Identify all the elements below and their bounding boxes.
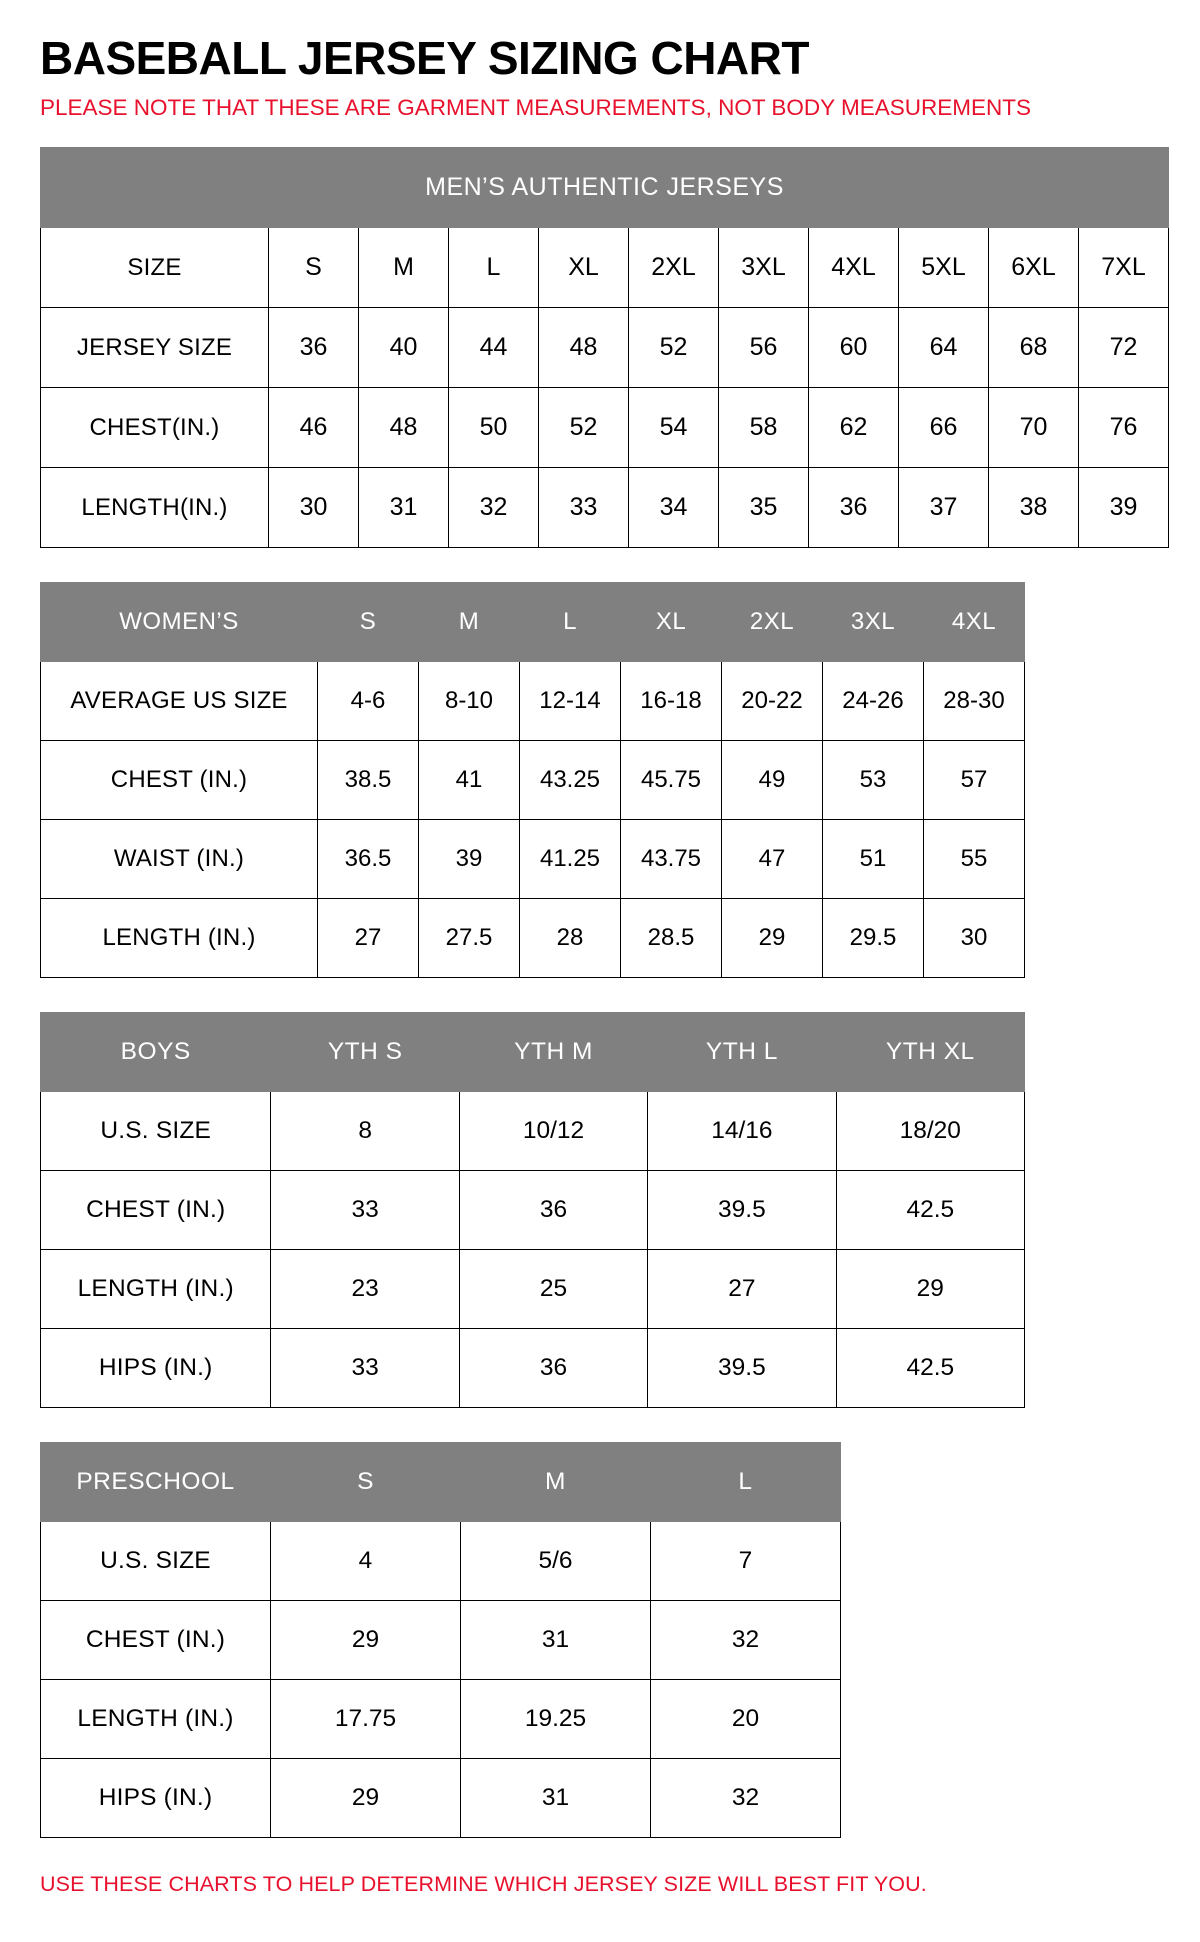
mens-size-5xl: 5XL xyxy=(899,228,989,308)
boys-hips-yth-m: 36 xyxy=(459,1329,647,1408)
mens-size-s: S xyxy=(269,228,359,308)
womens-chest-m: 41 xyxy=(419,741,520,820)
boys-row-label-hips: HIPS (IN.) xyxy=(41,1329,271,1408)
preschool-us-size-s: 4 xyxy=(271,1522,461,1601)
mens-size-label: SIZE xyxy=(41,228,269,308)
preschool-sizing-table xyxy=(40,1442,841,1838)
mens-header-row xyxy=(41,228,1169,308)
boys-size-yth-m: YTH M xyxy=(459,1013,647,1092)
boys-us-size-yth-l: 14/16 xyxy=(648,1092,836,1171)
boys-header-label: BOYS xyxy=(41,1013,271,1092)
preschool-header-label: PRESCHOOL xyxy=(41,1443,271,1522)
womens-waist-l: 41.25 xyxy=(520,820,621,899)
boys-size-yth-xl: YTH XL xyxy=(836,1013,1024,1092)
page-title: BASEBALL JERSEY SIZING CHART xyxy=(40,32,809,84)
mens-chest-m: 48 xyxy=(359,388,449,468)
mens-length-l: 32 xyxy=(449,468,539,548)
preschool-hips-l: 32 xyxy=(651,1759,841,1838)
womens-us-size-m: 8-10 xyxy=(419,662,520,741)
womens-length-3xl: 29.5 xyxy=(823,899,924,978)
boys-sizing-table xyxy=(40,1012,1025,1408)
mens-jersey-size-5xl: 64 xyxy=(899,308,989,388)
womens-chest-2xl: 49 xyxy=(722,741,823,820)
mens-chest-6xl: 70 xyxy=(989,388,1079,468)
boys-row-label-us-size: U.S. SIZE xyxy=(41,1092,271,1171)
mens-size-l: L xyxy=(449,228,539,308)
womens-waist-4xl: 55 xyxy=(924,820,1025,899)
womens-length-xl: 28.5 xyxy=(621,899,722,978)
boys-hips-yth-l: 39.5 xyxy=(648,1329,836,1408)
boys-chest-yth-xl: 42.5 xyxy=(836,1171,1024,1250)
womens-chest-4xl: 57 xyxy=(924,741,1025,820)
boys-size-yth-s: YTH S xyxy=(271,1013,459,1092)
table-row xyxy=(41,741,1025,820)
boys-row-label-length: LENGTH (IN.) xyxy=(41,1250,271,1329)
table-row xyxy=(41,468,1169,548)
mens-chest-s: 46 xyxy=(269,388,359,468)
mens-chest-2xl: 54 xyxy=(629,388,719,468)
womens-chest-xl: 45.75 xyxy=(621,741,722,820)
womens-chest-3xl: 53 xyxy=(823,741,924,820)
preschool-chest-l: 32 xyxy=(651,1601,841,1680)
mens-chest-3xl: 58 xyxy=(719,388,809,468)
table-row xyxy=(41,1250,1025,1329)
mens-row-label-length: LENGTH(IN.) xyxy=(41,468,269,548)
womens-us-size-l: 12-14 xyxy=(520,662,621,741)
mens-size-6xl: 6XL xyxy=(989,228,1079,308)
womens-us-size-xl: 16-18 xyxy=(621,662,722,741)
mens-size-4xl: 4XL xyxy=(809,228,899,308)
preschool-hips-s: 29 xyxy=(271,1759,461,1838)
mens-length-5xl: 37 xyxy=(899,468,989,548)
boys-us-size-yth-xl: 18/20 xyxy=(836,1092,1024,1171)
table-row xyxy=(41,820,1025,899)
table-row xyxy=(41,1329,1025,1408)
womens-waist-s: 36.5 xyxy=(318,820,419,899)
womens-row-label-waist: WAIST (IN.) xyxy=(41,820,318,899)
table-row xyxy=(41,1680,841,1759)
mens-chest-l: 50 xyxy=(449,388,539,468)
boys-hips-yth-xl: 42.5 xyxy=(836,1329,1024,1408)
womens-waist-xl: 43.75 xyxy=(621,820,722,899)
mens-jersey-size-2xl: 52 xyxy=(629,308,719,388)
mens-jersey-size-s: 36 xyxy=(269,308,359,388)
mens-chest-xl: 52 xyxy=(539,388,629,468)
preschool-us-size-l: 7 xyxy=(651,1522,841,1601)
womens-sizing-table xyxy=(40,582,1025,978)
womens-length-l: 28 xyxy=(520,899,621,978)
mens-jersey-size-m: 40 xyxy=(359,308,449,388)
womens-us-size-3xl: 24-26 xyxy=(823,662,924,741)
womens-header-label: WOMEN’S xyxy=(41,583,318,662)
preschool-row-label-us-size: U.S. SIZE xyxy=(41,1522,271,1601)
mens-size-2xl: 2XL xyxy=(629,228,719,308)
preschool-size-s: S xyxy=(271,1443,461,1522)
table-row xyxy=(41,1759,841,1838)
mens-row-label-jersey-size: JERSEY SIZE xyxy=(41,308,269,388)
table-row xyxy=(41,662,1025,741)
preschool-size-m: M xyxy=(461,1443,651,1522)
womens-us-size-s: 4-6 xyxy=(318,662,419,741)
table-row xyxy=(41,308,1169,388)
womens-waist-3xl: 51 xyxy=(823,820,924,899)
boys-row-label-chest: CHEST (IN.) xyxy=(41,1171,271,1250)
preschool-length-s: 17.75 xyxy=(271,1680,461,1759)
preschool-row-label-chest: CHEST (IN.) xyxy=(41,1601,271,1680)
mens-chest-7xl: 76 xyxy=(1079,388,1169,468)
womens-header-row xyxy=(41,583,1025,662)
womens-length-2xl: 29 xyxy=(722,899,823,978)
preschool-row-label-hips: HIPS (IN.) xyxy=(41,1759,271,1838)
boys-length-yth-s: 23 xyxy=(271,1250,459,1329)
preschool-hips-m: 31 xyxy=(461,1759,651,1838)
mens-banner-row xyxy=(41,148,1169,228)
womens-size-2xl: 2XL xyxy=(722,583,823,662)
mens-size-xl: XL xyxy=(539,228,629,308)
preschool-length-m: 19.25 xyxy=(461,1680,651,1759)
womens-size-s: S xyxy=(318,583,419,662)
mens-length-6xl: 38 xyxy=(989,468,1079,548)
mens-jersey-size-l: 44 xyxy=(449,308,539,388)
womens-length-s: 27 xyxy=(318,899,419,978)
mens-jersey-size-3xl: 56 xyxy=(719,308,809,388)
mens-row-label-chest: CHEST(IN.) xyxy=(41,388,269,468)
table-row xyxy=(41,1522,841,1601)
preschool-size-l: L xyxy=(651,1443,841,1522)
boys-length-yth-l: 27 xyxy=(648,1250,836,1329)
preschool-us-size-m: 5/6 xyxy=(461,1522,651,1601)
preschool-length-l: 20 xyxy=(651,1680,841,1759)
womens-row-label-average-us-size: AVERAGE US SIZE xyxy=(41,662,318,741)
preschool-row-label-length: LENGTH (IN.) xyxy=(41,1680,271,1759)
boys-us-size-yth-s: 8 xyxy=(271,1092,459,1171)
womens-row-label-chest: CHEST (IN.) xyxy=(41,741,318,820)
womens-size-m: M xyxy=(419,583,520,662)
mens-size-3xl: 3XL xyxy=(719,228,809,308)
mens-length-s: 30 xyxy=(269,468,359,548)
table-row xyxy=(41,899,1025,978)
womens-length-4xl: 30 xyxy=(924,899,1025,978)
womens-size-xl: XL xyxy=(621,583,722,662)
boys-length-yth-m: 25 xyxy=(459,1250,647,1329)
table-row xyxy=(41,388,1169,468)
mens-length-4xl: 36 xyxy=(809,468,899,548)
mens-length-2xl: 34 xyxy=(629,468,719,548)
womens-size-l: L xyxy=(520,583,621,662)
mens-length-m: 31 xyxy=(359,468,449,548)
womens-waist-2xl: 47 xyxy=(722,820,823,899)
mens-sizing-table xyxy=(40,147,1169,548)
womens-chest-l: 43.25 xyxy=(520,741,621,820)
mens-size-7xl: 7XL xyxy=(1079,228,1169,308)
womens-length-m: 27.5 xyxy=(419,899,520,978)
womens-us-size-4xl: 28-30 xyxy=(924,662,1025,741)
boys-length-yth-xl: 29 xyxy=(836,1250,1024,1329)
mens-jersey-size-xl: 48 xyxy=(539,308,629,388)
mens-jersey-size-6xl: 68 xyxy=(989,308,1079,388)
mens-length-3xl: 35 xyxy=(719,468,809,548)
mens-jersey-size-7xl: 72 xyxy=(1079,308,1169,388)
womens-row-label-length: LENGTH (IN.) xyxy=(41,899,318,978)
mens-size-m: M xyxy=(359,228,449,308)
mens-length-7xl: 39 xyxy=(1079,468,1169,548)
boys-chest-yth-m: 36 xyxy=(459,1171,647,1250)
preschool-header-row xyxy=(41,1443,841,1522)
boys-size-yth-l: YTH L xyxy=(648,1013,836,1092)
preschool-chest-s: 29 xyxy=(271,1601,461,1680)
table-row xyxy=(41,1601,841,1680)
mens-chest-4xl: 62 xyxy=(809,388,899,468)
mens-chest-5xl: 66 xyxy=(899,388,989,468)
womens-size-3xl: 3XL xyxy=(823,583,924,662)
boys-us-size-yth-m: 10/12 xyxy=(459,1092,647,1171)
womens-chest-s: 38.5 xyxy=(318,741,419,820)
boys-hips-yth-s: 33 xyxy=(271,1329,459,1408)
mens-length-xl: 33 xyxy=(539,468,629,548)
womens-size-4xl: 4XL xyxy=(924,583,1025,662)
boys-chest-yth-s: 33 xyxy=(271,1171,459,1250)
boys-header-row xyxy=(41,1013,1025,1092)
womens-waist-m: 39 xyxy=(419,820,520,899)
table-row xyxy=(41,1171,1025,1250)
mens-banner: MEN’S AUTHENTIC JERSEYS xyxy=(41,148,1169,228)
womens-us-size-2xl: 20-22 xyxy=(722,662,823,741)
garment-measurement-note: PLEASE NOTE THAT THESE ARE GARMENT MEASUREMENTS, NOT BODY MEASUREMENTS xyxy=(40,95,1032,121)
boys-chest-yth-l: 39.5 xyxy=(648,1171,836,1250)
table-row xyxy=(41,1092,1025,1171)
mens-jersey-size-4xl: 60 xyxy=(809,308,899,388)
preschool-chest-m: 31 xyxy=(461,1601,651,1680)
footer-note: USE THESE CHARTS TO HELP DETERMINE WHICH JERSEY SIZE WILL BEST FIT YOU. xyxy=(40,1872,927,1897)
